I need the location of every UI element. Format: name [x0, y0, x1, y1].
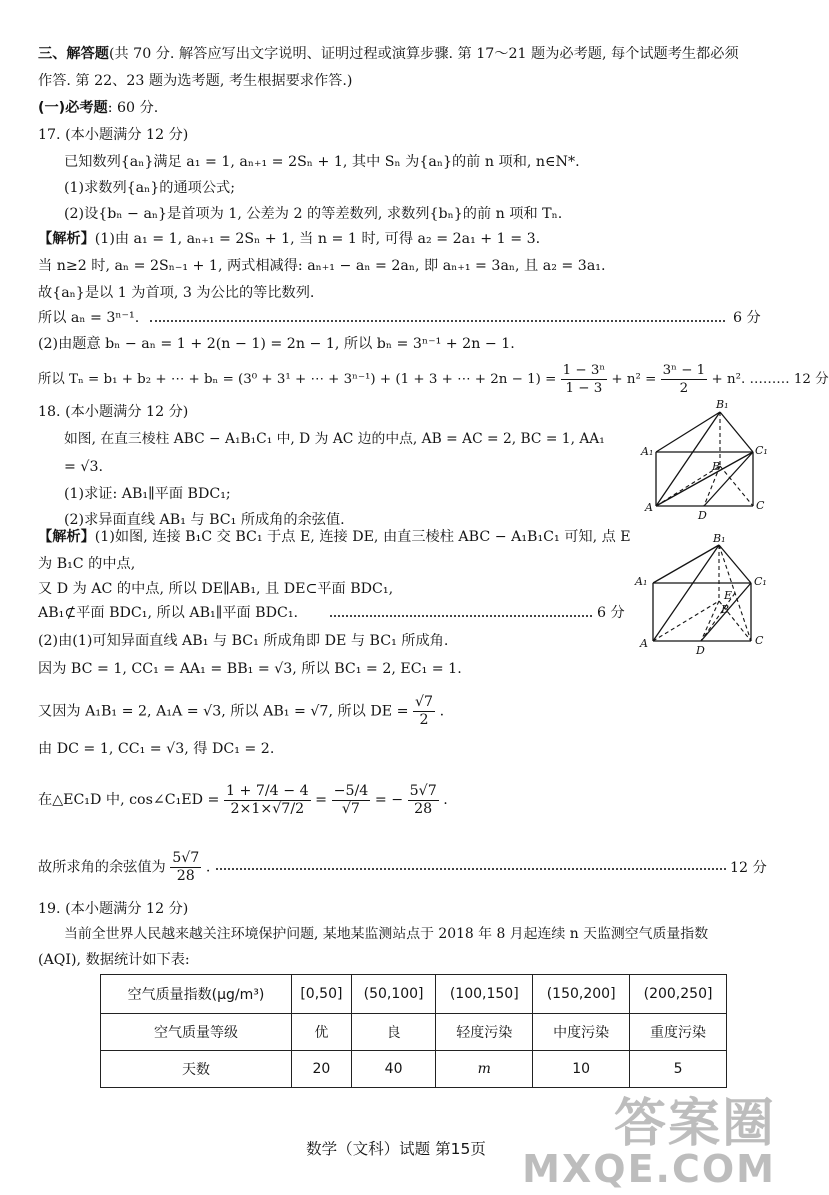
label-B: B	[721, 603, 730, 616]
label-B1: B₁	[713, 532, 726, 545]
q18-answer-text: 故所求角的余弦值为	[38, 859, 166, 876]
section-intro-line1	[38, 44, 739, 64]
table-cell: 天数	[101, 1051, 292, 1088]
prism-figure-solution	[633, 533, 773, 657]
q17-sol-line2: 当 n≥2 时, aₙ = 2Sₙ₋₁ + 1, 两式相减得: aₙ₊₁ − aₙ = 2aₙ, 即 aₙ₊₁ = 3aₙ, 且 a₂ = 3a₁.	[38, 258, 606, 274]
q19-stem1: 当前全世界人民越来越关注环境保护问题, 某地某监测站点于 2018 年 8 月起连续 n 天监测空气质量指数	[64, 926, 709, 942]
q18-sol-line8: 由 DC = 1, CC₁ = √3, 得 DC₁ = 2.	[38, 741, 275, 757]
frac-denominator: 28	[176, 868, 195, 884]
q17-sol-label: 【解析】	[38, 231, 95, 247]
table-row	[101, 975, 727, 1014]
q17-stem: 已知数列{aₙ}满足 a₁ = 1, aₙ₊₁ = 2Sₙ + 1, 其中 Sₙ 为{aₙ}的前 n 项和, n∈N*.	[64, 154, 580, 170]
q18-sol-line2: 为 B₁C 的中点,	[38, 556, 136, 572]
q18-cos-mid-fraction	[332, 783, 371, 818]
q18-cos-eq: = −	[374, 792, 404, 808]
q17-part1: (1)求数列{aₙ}的通项公式;	[64, 180, 236, 196]
q19-title: 19. (本小题满分 12 分)	[38, 901, 189, 917]
q18-answer-fraction	[170, 850, 201, 885]
watermark-logo	[522, 1094, 776, 1191]
q17-sum-text: 所以 Tₙ = b₁ + b₂ + ⋯ + bₙ = (3⁰ + 3¹ + ⋯ + 3ⁿ⁻¹) + (1 + 3 + ⋯ + 2n − 1) =	[38, 372, 557, 387]
q18-sol-line10: 故所求角的余弦值为 $\frac{5√7}{28}$ .	[38, 850, 211, 884]
part-score: : 60 分.	[107, 100, 159, 116]
frac-numerator: 1 + 7/4 − 4	[225, 782, 309, 799]
frac-numerator: 3ⁿ − 1	[662, 363, 706, 378]
frac-denominator: 2×1×√7/2	[230, 800, 305, 817]
q18-part2: (2)求异面直线 AB₁ 与 BC₁ 所成角的余弦值.	[64, 512, 345, 528]
q17-sol-line1	[38, 229, 540, 249]
q18-sol-line6: 因为 BC = 1, CC₁ = AA₁ = BB₁ = √3, 所以 BC₁ = 2, EC₁ = 1.	[38, 661, 462, 677]
prism-figure-question	[640, 398, 772, 522]
q18-sol-line9: 在△EC₁D 中, cos∠C₁ED = $\frac{1 + 7/4 - 4}{2\times 1\times√7/2}$ = $\frac{-5/4}{√7}$ = − $\frac{5√7}{28}$ .	[38, 782, 448, 817]
q18-stem1: 如图, 在直三棱柱 ABC − A₁B₁C₁ 中, D 为 AC 边的中点, AB = AC = 2, BC = 1, AA₁	[64, 431, 605, 447]
table-cell: m	[436, 1051, 533, 1088]
q18-de-fraction	[413, 694, 435, 729]
q17-fraction-1	[561, 362, 608, 397]
q17-sol-line6	[38, 362, 829, 397]
q17-sum-end: + n².	[711, 372, 746, 387]
q17-sol-line3: 故{aₙ}是以 1 为首项, 3 为公比的等比数列.	[38, 285, 315, 301]
q18-part1: (1)求证: AB₁∥平面 BDC₁;	[64, 486, 231, 502]
q18-sol1-text: (1)如图, 连接 B₁C 交 BC₁ 于点 E, 连接 DE, 由直三棱柱 ABC − A₁B₁C₁ 可知, 点 E	[94, 529, 631, 545]
q18-title: 18. (本小题满分 12 分)	[38, 404, 189, 420]
dotted-leader	[216, 868, 726, 870]
frac-numerator: 5√7	[409, 782, 437, 799]
q17-score2: ……… 12 分	[749, 372, 829, 387]
q17-score1: 6 分	[733, 310, 761, 326]
q19-stem2: (AQI), 数据统计如下表:	[38, 952, 190, 968]
frac-denominator: 2	[419, 712, 429, 728]
label-B: B	[712, 460, 721, 473]
label-A: A	[645, 501, 653, 514]
q18-sol-label: 【解析】	[38, 529, 95, 545]
section-heading: 三、解答题	[38, 46, 109, 62]
q17-sol-line5: (2)由题意 bₙ − aₙ = 1 + 2(n − 1) = 2n − 1, 所以 bₙ = 3ⁿ⁻¹ + 2n − 1.	[38, 336, 515, 352]
q18-cos-text: 在△EC₁D 中, cos∠C₁ED =	[38, 792, 220, 808]
q18-stem2: = √3.	[64, 459, 103, 475]
table-cell: 轻度污染	[436, 1014, 533, 1051]
table-cell: 重度污染	[630, 1014, 727, 1051]
watermark-line1: 答案圈	[613, 1094, 776, 1154]
q18-cos-result-fraction	[408, 783, 439, 818]
table-cell: [0,50]	[292, 975, 352, 1014]
part-heading	[38, 98, 158, 118]
aqi-table	[100, 974, 727, 1088]
label-C1: C₁	[755, 444, 768, 457]
label-C: C	[756, 499, 765, 512]
q17-sol-line4: 所以 aₙ = 3ⁿ⁻¹.	[38, 310, 140, 326]
q17-title: 17. (本小题满分 12 分)	[38, 127, 189, 143]
table-cell: 5	[630, 1051, 727, 1088]
label-A1: A₁	[641, 445, 654, 458]
label-A1: A₁	[635, 575, 648, 588]
frac-denominator: 28	[414, 800, 433, 817]
table-cell: (50,100]	[351, 975, 436, 1014]
label-D: D	[696, 644, 705, 657]
frac-denominator: √7	[341, 800, 360, 817]
table-cell: 空气质量指数(μg/m³)	[101, 975, 292, 1014]
page-footer: 数学（文科）试题 第15页	[306, 1140, 486, 1158]
frac-numerator: 1 − 3ⁿ	[562, 363, 606, 378]
table-cell: 40	[351, 1051, 436, 1088]
table-cell: 良	[351, 1014, 436, 1051]
label-D: D	[698, 509, 707, 522]
frac-numerator: −5/4	[333, 782, 369, 799]
table-cell: (200,250]	[630, 975, 727, 1014]
q18-sol-line4: AB₁⊄平面 BDC₁, 所以 AB₁∥平面 BDC₁.	[38, 605, 299, 621]
section-intro-text: (共 70 分. 解答应写出文字说明、证明过程或演算步骤. 第 17～21 题为必考题, 每个试题考生都必须	[108, 46, 739, 62]
dotted-leader	[150, 320, 725, 322]
q18-sol-line1	[38, 527, 631, 547]
part-label: (一)必考题	[38, 100, 108, 116]
table-row	[101, 1014, 727, 1051]
section-intro-line2: 作答. 第 22、23 题为选考题, 考生根据要求作答.)	[38, 73, 353, 89]
table-cell: 优	[292, 1014, 352, 1051]
label-E: E	[724, 589, 733, 602]
q17-fraction-2	[661, 362, 708, 397]
q18-de-text: 又因为 A₁B₁ = 2, A₁A = √3, 所以 AB₁ = √7, 所以 DE =	[38, 703, 409, 720]
q17-part2: (2)设{bₙ − aₙ}是首项为 1, 公差为 2 的等差数列, 求数列{bₙ}的前 n 项和 Tₙ.	[64, 206, 563, 222]
table-cell: (100,150]	[436, 975, 533, 1014]
table-cell: 20	[292, 1051, 352, 1088]
table-cell: 10	[533, 1051, 630, 1088]
q18-score1: 6 分	[597, 605, 625, 621]
frac-denominator: 1 − 3	[565, 381, 603, 396]
q18-score2: 12 分	[730, 860, 767, 876]
label-B1: B₁	[716, 398, 729, 411]
table-cell: 中度污染	[533, 1014, 630, 1051]
q18-sol-line7: 又因为 A₁B₁ = 2, A₁A = √3, 所以 AB₁ = √7, 所以 DE = $\frac{√7}{2}$ .	[38, 694, 445, 728]
watermark-line2: MXQE.COM	[522, 1147, 776, 1191]
frac-numerator: 5√7	[172, 850, 200, 866]
q18-cos-fraction	[224, 783, 311, 818]
label-A: A	[640, 637, 648, 650]
frac-denominator: 2	[679, 381, 689, 396]
q18-sol-line5: (2)由(1)可知异面直线 AB₁ 与 BC₁ 所成角即 DE 与 BC₁ 所成角.	[38, 633, 449, 649]
table-row	[101, 1051, 727, 1088]
label-C1: C₁	[754, 575, 767, 588]
q18-sol-line3: 又 D 为 AC 的中点, 所以 DE∥AB₁, 且 DE⊂平面 BDC₁,	[38, 581, 394, 597]
table-cell: (150,200]	[533, 975, 630, 1014]
table-cell: 空气质量等级	[101, 1014, 292, 1051]
label-C: C	[755, 634, 764, 647]
q17-sum-mid: + n² =	[611, 372, 657, 387]
dotted-leader	[330, 615, 592, 617]
frac-numerator: √7	[415, 694, 434, 710]
q17-sol1-text: (1)由 a₁ = 1, aₙ₊₁ = 2Sₙ + 1, 当 n = 1 时, 可得 a₂ = 2a₁ + 1 = 3.	[94, 231, 541, 247]
